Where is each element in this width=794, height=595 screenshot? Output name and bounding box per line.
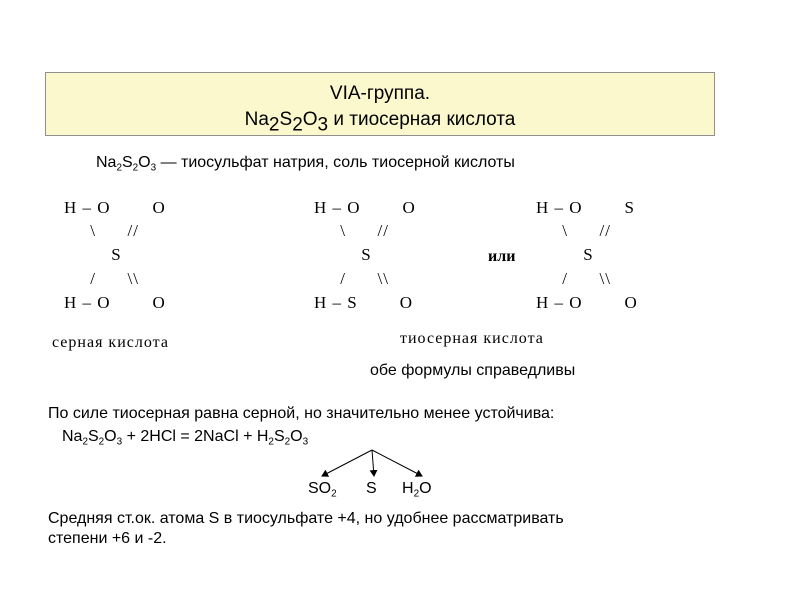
thio1-row-5: H – S O [314,293,414,312]
def-o: O [138,154,151,171]
title-o-sub: 3 [317,114,329,136]
def-o-sub: 3 [150,162,157,174]
title-line-1: VIA-группа. [329,83,431,104]
def-na: Na [96,154,117,171]
thio1-row-4: / \\ [314,269,389,288]
title-o: O [302,109,318,130]
eq-s-sub: 2 [98,436,105,448]
product-o: O [419,480,432,497]
title-s-sub: 2 [292,114,303,136]
strength-statement: По силе тиосерная равна серной, но значительно менее устойчива: [48,405,555,422]
conclusion-line-2: степени +6 и -2. [48,530,167,547]
def-s: S [121,154,133,171]
eq-o: O [104,428,117,445]
reaction-equation [62,428,308,446]
eq-middle: + 2HCl = 2NaCl + [122,428,257,445]
thio1-row-1: H – O O [314,198,416,217]
product-so-sub: 2 [331,488,337,500]
thio1-row-2: \ // [314,221,389,240]
eq-s2-sub: 2 [284,436,291,448]
both-formulas-valid: обе формулы справедливы [370,362,576,379]
title-na-sub: 2 [268,114,280,136]
sulfuric-row-4: / \\ [64,269,139,288]
title-rest: и тиосерная кислота [328,109,516,130]
eq-s: S [87,428,99,445]
title-na: Na [244,109,269,130]
eq-o2: O [290,428,303,445]
arrow-to-so2 [322,450,372,476]
sulfuric-row-5: H – O O [64,293,166,312]
product-s: S [366,480,377,497]
def-s-sub: 2 [132,162,139,174]
eq-h-sub: 2 [268,436,274,448]
def-text: — тиосульфат натрия, соль тиосерной кислоты [156,154,515,171]
thio2-row-4: / \\ [536,269,611,288]
conclusion-line-1: Средняя ст.ок. атома S в тиосульфате +4, но удобнее рассматривать [48,510,564,527]
thio2-row-5: H – O O [536,293,638,312]
thio1-row-3: S [314,245,372,264]
title-line-2 [46,109,714,136]
eq-o2-sub: 3 [302,436,309,448]
thio2-row-3: S [536,245,594,264]
thio2-row-2: \ // [536,221,611,240]
product-h2o [402,480,432,498]
product-h-sub: 2 [413,488,420,500]
eq-h: H [256,428,269,445]
definition-line [96,154,515,172]
sulfuric-row-2: \ // [64,221,139,240]
title-box [45,72,715,136]
product-h: H [402,480,414,497]
or-label: или [488,248,516,265]
product-so2 [308,480,337,498]
sulfuric-row-1: H – O O [64,198,166,217]
thio2-row-1: H – O S [536,198,636,217]
thiosulfuric-acid-label: тиосерная кислота [400,330,544,347]
sulfuric-acid-label: серная кислота [52,334,169,351]
def-na-sub: 2 [116,162,122,174]
eq-s2: S [273,428,285,445]
sulfuric-row-3: S [64,245,122,264]
eq-na: Na [62,428,83,445]
arrow-to-h2o [372,450,422,476]
eq-na-sub: 2 [82,436,88,448]
product-so: SO [308,480,332,497]
arrow-to-s [372,450,374,476]
eq-o-sub: 3 [116,436,123,448]
title-s: S [279,109,293,130]
